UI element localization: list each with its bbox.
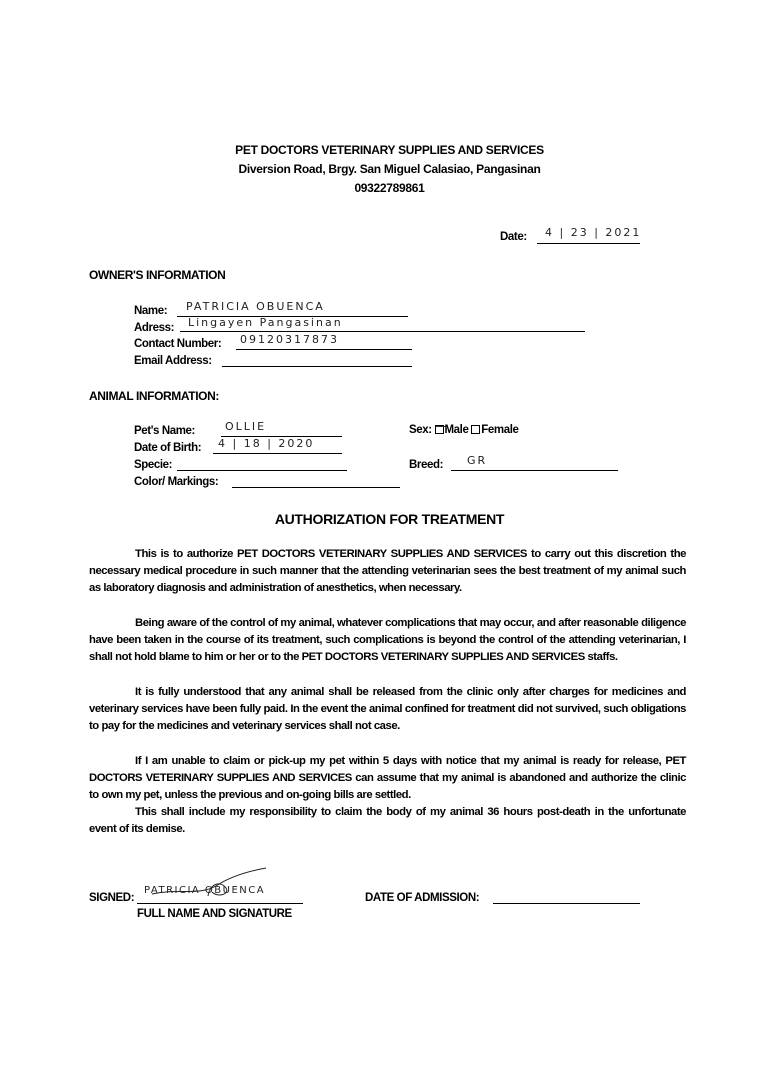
date-of-admission-label: DATE OF ADMISSION: xyxy=(365,892,480,904)
signed-name-value[interactable]: PATRICIA OBUENCA xyxy=(144,885,266,896)
owner-section-title: OWNER'S INFORMATION xyxy=(89,268,226,282)
color-markings-line xyxy=(232,487,400,488)
authorization-paragraph-4: If I am unable to claim or pick-up my pet within 5 days with notice that my animal is ready for release, PET DOCTORS VETERINARY SUPPLIES AND SERVICES can assume that my animal is abandoned and authorize the clinic to own my pet, unless the previous and on-going bills are settled. xyxy=(89,755,686,802)
owner-address-line xyxy=(180,331,585,332)
signature-line xyxy=(137,903,303,904)
contact-number-label: Contact Number: xyxy=(134,338,222,350)
date-label: Date: xyxy=(500,231,527,243)
color-markings-label: Color/ Markings: xyxy=(134,476,219,488)
signature-caption: FULL NAME AND SIGNATURE xyxy=(137,908,292,920)
breed-value[interactable]: GR xyxy=(467,454,488,467)
contact-number-value[interactable]: 09120317873 xyxy=(240,333,339,346)
dob-label: Date of Birth: xyxy=(134,442,202,454)
sex-male-option xyxy=(434,419,469,436)
email-line xyxy=(222,366,412,367)
authorization-paragraph-5: This shall include my responsibility to claim the body of my animal 36 hours post-death in the unfortunate event of its demise. xyxy=(89,806,686,836)
pet-name-value[interactable]: OLLIE xyxy=(225,420,267,433)
pet-name-label: Pet's Name: xyxy=(134,425,195,437)
breed-line xyxy=(451,470,618,471)
breed-label: Breed: xyxy=(409,459,444,471)
owner-address-value[interactable]: Lingayen Pangasinan xyxy=(188,316,343,329)
date-of-admission-line xyxy=(493,903,640,904)
dob-line xyxy=(213,453,342,454)
sex-field xyxy=(409,419,519,436)
authorization-paragraph-3: It is fully understood that any animal shall be released from the clinic only after charges for medicines and veterinary services have been fully paid. In the event the animal confined for treatment did not survived, such obligations to pay for the medicines and veterinary services shall not case. xyxy=(89,686,686,733)
sex-male-check-mark: — xyxy=(434,419,448,434)
signature-flourish xyxy=(148,866,288,902)
business-name: PET DOCTORS VETERINARY SUPPLIES AND SERVICES xyxy=(235,143,544,157)
authorization-paragraph-2: Being aware of the control of my animal, whatever complications that may occur, and after reasonable diligence have been taken in the course of its treatment, such complications is beyond the control of the attending veterinarian, I shall not hold blame to him or her or to the PET DOCTORS VETERINARY SUPPLIES AND SERVICES staffs. xyxy=(89,617,686,664)
date-line xyxy=(537,243,640,244)
sex-male-text: Male xyxy=(444,424,469,436)
email-label: Email Address: xyxy=(134,355,212,367)
sex-label: Sex: xyxy=(409,424,432,436)
authorization-title: AUTHORIZATION FOR TREATMENT xyxy=(274,511,505,527)
specie-line xyxy=(177,470,347,471)
date-value[interactable]: 4 | 23 | 2021 xyxy=(545,226,642,239)
signed-label: SIGNED: xyxy=(89,892,135,904)
owner-name-label: Name: xyxy=(134,305,168,317)
contact-number-line xyxy=(236,349,412,350)
specie-label: Specie: xyxy=(134,459,173,471)
business-address: Diversion Road, Brgy. San Miguel Calasiao, Pangasinan xyxy=(238,162,541,176)
owner-name-value[interactable]: PATRICIA OBUENCA xyxy=(186,300,325,313)
animal-section-title: ANIMAL INFORMATION: xyxy=(89,389,219,403)
authorization-paragraph-1: This is to authorize PET DOCTORS VETERINARY SUPPLIES AND SERVICES to carry out this discretion the necessary medical procedure in such manner that the attending veterinarian sees the best treatment of my animal such as laboratory diagnosis and administration of anesthetics, when necessary. xyxy=(89,548,686,595)
business-phone: 09322789861 xyxy=(354,181,425,195)
dob-value[interactable]: 4 | 18 | 2020 xyxy=(218,437,315,450)
sex-female-text: Female xyxy=(481,424,519,436)
sex-female-checkbox[interactable] xyxy=(471,425,480,434)
owner-address-label: Adress: xyxy=(134,322,175,334)
